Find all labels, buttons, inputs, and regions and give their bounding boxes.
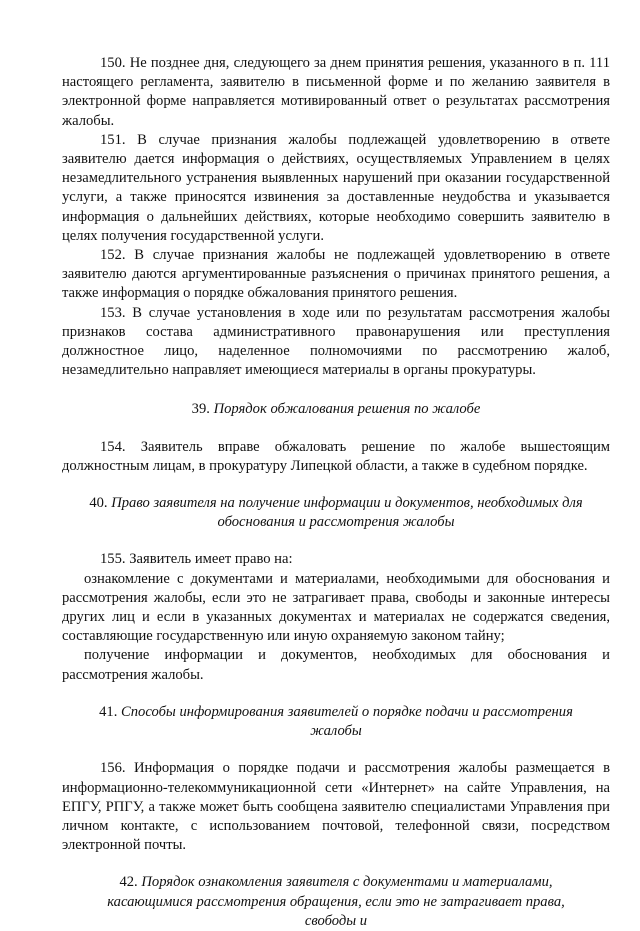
spacer	[62, 476, 610, 494]
section-title-40: Право заявителя на получение информации и документов, необходимых для обоснования и рассмотрения жалобы	[111, 495, 583, 531]
section-title-41: Способы информирования заявителей о порядке подачи и рассмотрения жалобы	[121, 703, 573, 740]
document-page	[62, 54, 610, 931]
spacer	[62, 380, 610, 400]
section-number-42: 42.	[119, 874, 138, 891]
paragraph-152: 152. В случае признания жалобы не подлежащей удовлетворению в ответе заявителю даются аргументированные разъяснения о причинах принятого решения, а также информация о порядке обжалования принятого решения.	[62, 247, 610, 302]
paragraph-155: 155. Заявитель имеет право на:	[100, 551, 293, 568]
spacer	[62, 741, 610, 759]
paragraph-156: 156. Информация о порядке подачи и рассмотрения жалобы размещается в информационно-телекоммуникационной сети «Интернет» на сайте Управления, на ЕПГУ, РПГУ, а также может быть сообщена заявителю специалистами Управления при личном контакте, с использованием почтовой, телефонной связи, посредством электронной почты.	[62, 760, 610, 854]
paragraph-154: 154. Заявитель вправе обжаловать решение по жалобе вышестоящим должностным лицам, в прокуратуру Липецкой области, а также в судебном порядке.	[62, 438, 610, 474]
section-number-40: 40.	[89, 495, 108, 512]
spacer	[62, 685, 610, 703]
section-title-42: Порядок ознакомления заявителя с документами и материалами, касающимися рассмотрения обращения, если это не затрагивает права, свободы и	[107, 874, 565, 929]
section-title-39: Порядок обжалования решения по жалобе	[213, 401, 481, 418]
section-number-39: 39.	[191, 401, 210, 418]
section-heading-42	[62, 873, 610, 931]
section-heading-39	[62, 400, 610, 419]
paragraph-151: 151. В случае признания жалобы подлежащей удовлетворению в ответе заявителю дается информация о действиях, осуществляемых Управлением в целях незамедлительного устранения выявленных нарушений при оказании государственной услуги, а также приносятся извинения за доставленные неудобства и указывается информация о дальнейших действиях, которые необходимо совершить заявителю в целях получения государственной услуги.	[62, 131, 610, 244]
section-heading-40	[62, 494, 610, 532]
section-number-41: 41.	[99, 703, 118, 720]
spacer	[62, 532, 610, 550]
paragraph-150: 150. Не позднее дня, следующего за днем принятия решения, указанного в п. 111 настоящего регламента, заявителю в письменной форме и по желанию заявителя в электронной форме направляется мотивированный ответ о результатах рассмотрения жалобы.	[62, 55, 610, 129]
spacer	[62, 855, 610, 873]
section-heading-41	[62, 703, 610, 741]
paragraph-155-item-1: ознакомление с документами и материалами, необходимыми для обоснования и рассмотрения жалобы, если это не затрагивает права, свободы и законные интересы других лиц и если в указанных документах и материалах не содержатся сведения, составляющие государственную или иную охраняемую законом тайну;	[62, 570, 610, 645]
paragraph-155-item-2: получение информации и документов, необходимых для обоснования и рассмотрения жалобы.	[62, 647, 610, 683]
spacer	[62, 420, 610, 438]
paragraph-153: 153. В случае установления в ходе или по результатам рассмотрения жалобы признаков состава административного правонарушения или преступления должностное лицо, наделенное полномочиями по рассмотрению жалоб, незамедлительно направляет имеющиеся материалы в органы прокуратуры.	[62, 304, 610, 379]
